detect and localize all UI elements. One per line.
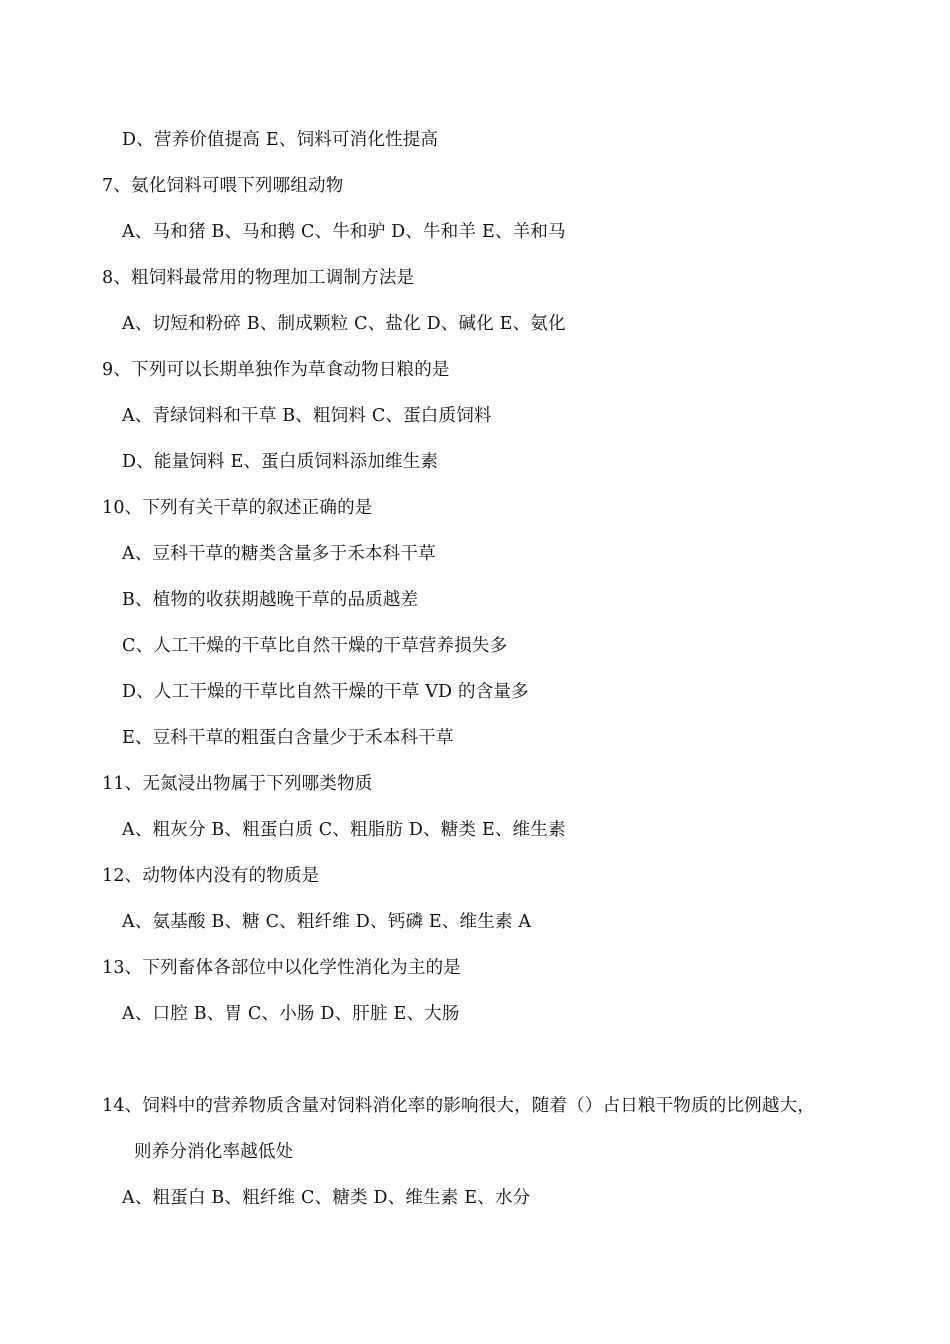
q12-options: A、氨基酸 B、糖 C、粗纤维 D、钙磷 E、维生素 A bbox=[122, 912, 532, 932]
q6-options-line-2: D、营养价值提高 E、饲料可消化性提高 bbox=[122, 130, 439, 150]
q13-options: A、口腔 B、胃 C、小肠 D、肝脏 E、大肠 bbox=[122, 1004, 460, 1024]
q8-options: A、切短和粉碎 B、制成颗粒 C、盐化 D、碱化 E、氨化 bbox=[122, 314, 566, 334]
q10-option-a: A、豆科干草的糖类含量多于禾本科干草 bbox=[122, 544, 436, 564]
q7-options: A、马和猪 B、马和鹅 C、牛和驴 D、牛和羊 E、羊和马 bbox=[122, 222, 566, 242]
q11-options: A、粗灰分 B、粗蛋白质 C、粗脂肪 D、糖类 E、维生素 bbox=[122, 820, 566, 840]
q9-options-line-2: D、能量饲料 E、蛋白质饲料添加维生素 bbox=[122, 452, 439, 472]
q9-options-line-1: A、青绿饲料和干草 B、粗饲料 C、蛋白质饲料 bbox=[122, 406, 492, 426]
q10-option-c: C、人工干燥的干草比自然干燥的干草营养损失多 bbox=[122, 636, 508, 656]
q8-stem: 8、粗饲料最常用的物理加工调制方法是 bbox=[102, 268, 415, 288]
q14-options: A、粗蛋白 B、粗纤维 C、糖类 D、维生素 E、水分 bbox=[122, 1188, 531, 1208]
q10-option-e: E、豆科干草的粗蛋白含量少于禾本科干草 bbox=[122, 728, 454, 748]
q10-stem: 10、下列有关干草的叙述正确的是 bbox=[102, 498, 373, 518]
q11-stem: 11、无氮浸出物属于下列哪类物质 bbox=[102, 774, 373, 794]
q14-stem-line-2: 则养分消化率越低处 bbox=[134, 1142, 294, 1162]
q13-stem: 13、下列畜体各部位中以化学性消化为主的是 bbox=[102, 958, 461, 978]
q7-stem: 7、氨化饲料可喂下列哪组动物 bbox=[102, 176, 344, 196]
q10-option-d: D、人工干燥的干草比自然干燥的干草 VD 的含量多 bbox=[122, 682, 529, 702]
q14-stem-line-1: 14、饲料中的营养物质含量对饲料消化率的影响很大，随着（）占日粮干物质的比例越大， bbox=[102, 1096, 815, 1116]
q12-stem: 12、动物体内没有的物质是 bbox=[102, 866, 320, 886]
q9-stem: 9、下列可以长期单独作为草食动物日粮的是 bbox=[102, 360, 450, 380]
q10-option-b: B、植物的收获期越晚干草的品质越差 bbox=[122, 590, 419, 610]
